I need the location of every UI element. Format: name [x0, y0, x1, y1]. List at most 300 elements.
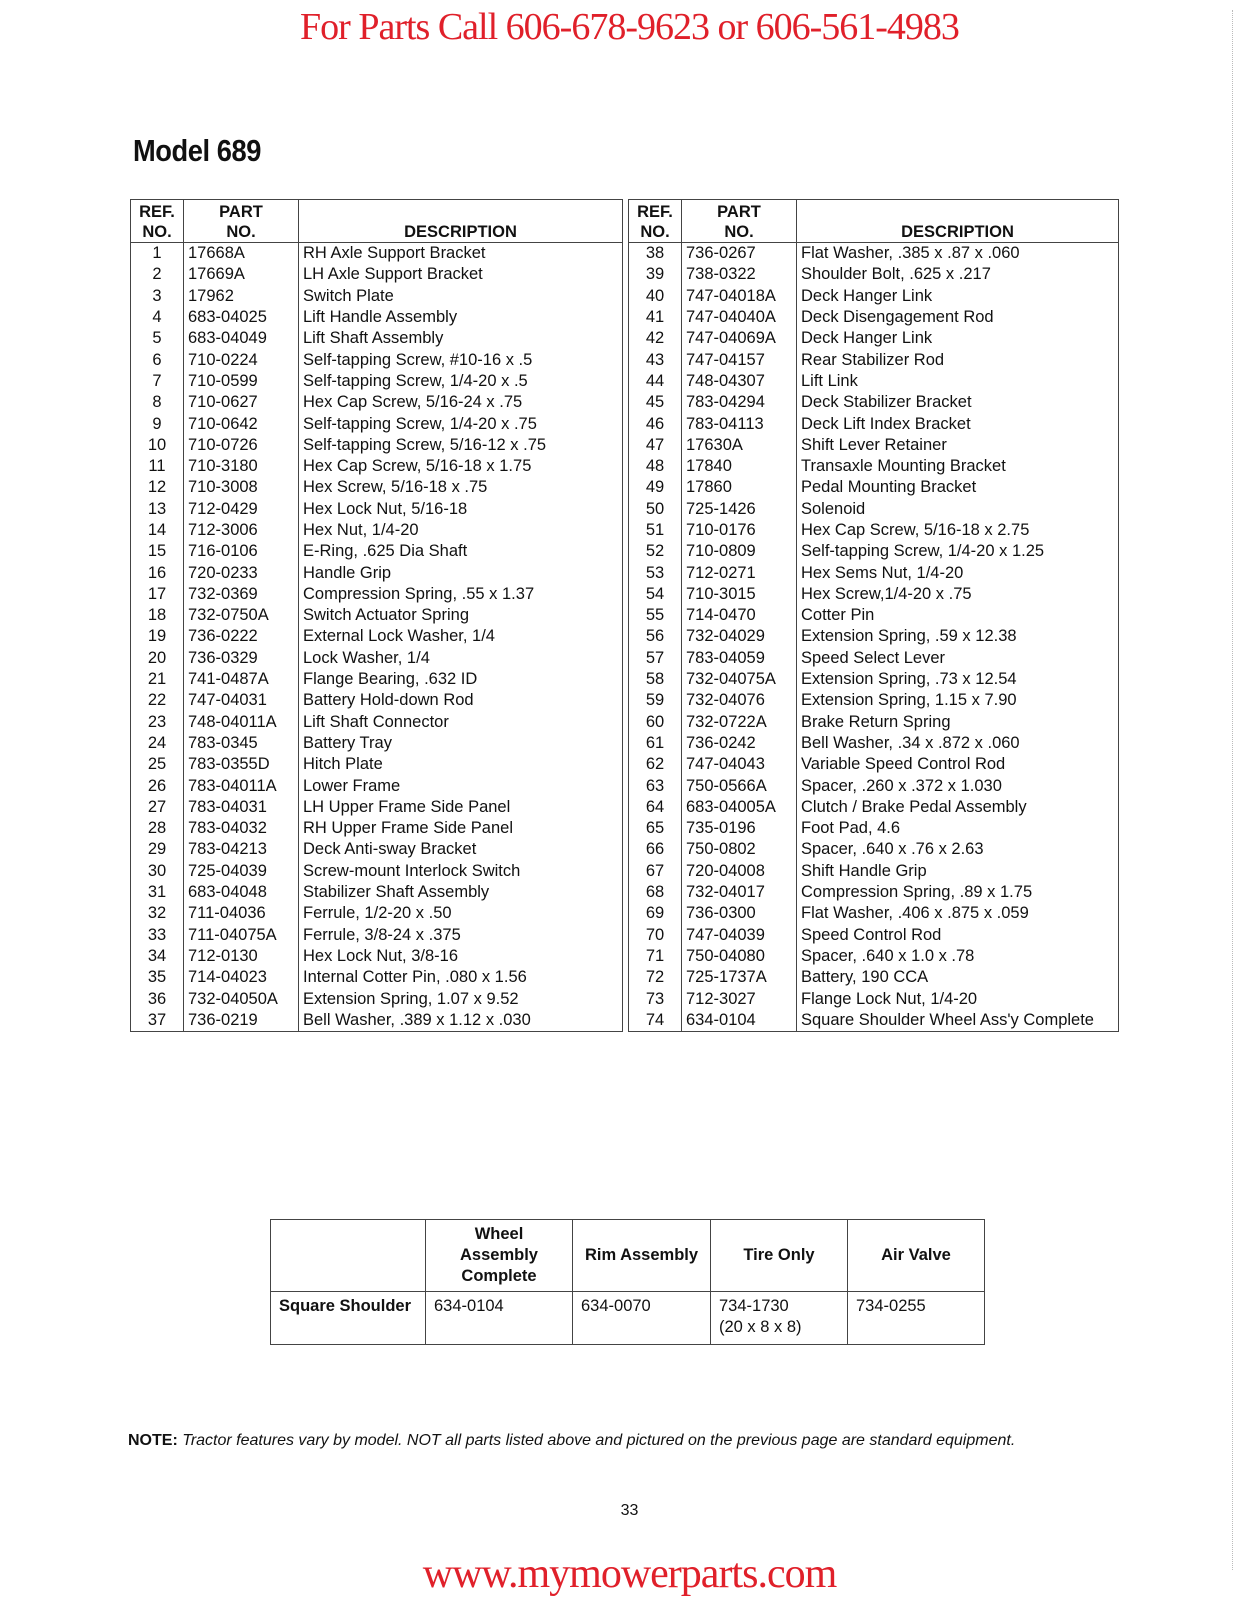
- description-cell: Self-tapping Screw, 5/16-12 x .75: [299, 435, 623, 456]
- part-no-cell: 683-04049: [184, 328, 299, 349]
- description-cell: Extension Spring, 1.15 x 7.90: [797, 690, 1119, 711]
- ref-no-cell: 6: [152, 350, 162, 369]
- description-cell: Battery Tray: [299, 733, 623, 754]
- ref-no-cell: 47: [645, 435, 665, 454]
- table-row: [131, 967, 623, 988]
- description-cell: Deck Stabilizer Bracket: [797, 392, 1119, 413]
- description-cell: Shift Lever Retainer: [797, 435, 1119, 456]
- description-cell: Extension Spring, .59 x 12.38: [797, 626, 1119, 647]
- ref-no-cell: 58: [645, 670, 665, 689]
- part-no-cell: 783-04032: [184, 818, 299, 839]
- description-header: DESCRIPTION: [299, 200, 623, 243]
- description-cell: Lift Handle Assembly: [299, 307, 623, 328]
- part-no-cell: 683-04005A: [682, 797, 797, 818]
- part-no-cell: 710-3015: [682, 584, 797, 605]
- description-cell: Flange Lock Nut, 1/4-20: [797, 988, 1119, 1009]
- description-cell: Self-tapping Screw, 1/4-20 x .5: [299, 371, 623, 392]
- description-cell: Self-tapping Screw, 1/4-20 x 1.25: [797, 541, 1119, 562]
- description-cell: Flat Washer, .406 x .875 x .059: [797, 903, 1119, 924]
- table-row: [131, 328, 623, 349]
- description-cell: Shoulder Bolt, .625 x .217: [797, 264, 1119, 285]
- parts-table-header: [629, 200, 1119, 243]
- part-no-cell: 710-0176: [682, 520, 797, 541]
- description-cell: Hex Screw,1/4-20 x .75: [797, 584, 1119, 605]
- description-cell: Flange Bearing, .632 ID: [299, 669, 623, 690]
- table-row: [629, 392, 1119, 413]
- part-no-cell: 750-0566A: [682, 775, 797, 796]
- description-cell: Square Shoulder Wheel Ass'y Complete: [797, 1010, 1119, 1032]
- table-row: [629, 371, 1119, 392]
- table-row: [131, 946, 623, 967]
- description-cell: Transaxle Mounting Bracket: [797, 456, 1119, 477]
- part-no-cell: 634-0104: [682, 1010, 797, 1032]
- description-cell: Handle Grip: [299, 562, 623, 583]
- part-no-cell: 720-0233: [184, 562, 299, 583]
- ref-no-cell: 39: [645, 265, 665, 284]
- part-no-cell: 683-04048: [184, 882, 299, 903]
- tire-only-part: 734-1730 (20 x 8 x 8): [711, 1292, 848, 1345]
- description-cell: Self-tapping Screw, 1/4-20 x .75: [299, 413, 623, 434]
- part-no-cell: 17630A: [682, 435, 797, 456]
- part-no-cell: 747-04069A: [682, 328, 797, 349]
- part-no-cell: 710-0809: [682, 541, 797, 562]
- ref-no-cell: 68: [645, 883, 665, 902]
- table-row: [629, 584, 1119, 605]
- table-row: [131, 307, 623, 328]
- ref-no-cell: 32: [147, 904, 167, 923]
- ref-no-cell: 22: [147, 691, 167, 710]
- description-cell: Shift Handle Grip: [797, 861, 1119, 882]
- part-no-cell: 711-04036: [184, 903, 299, 924]
- ref-no-cell: 50: [645, 499, 665, 518]
- part-no-cell: 710-3180: [184, 456, 299, 477]
- ref-no-cell: 4: [152, 308, 162, 327]
- page-number: 33: [620, 1502, 639, 1519]
- part-no-cell: 716-0106: [184, 541, 299, 562]
- part-no-cell: 17962: [184, 286, 299, 307]
- ref-no-cell: 33: [147, 925, 167, 944]
- ref-no-cell: 44: [645, 371, 665, 390]
- note-label: NOTE:: [128, 1432, 178, 1449]
- tire-size: (20 x 8 x 8): [719, 1318, 802, 1336]
- ref-no-cell: 46: [645, 414, 665, 433]
- part-no-cell: 747-04040A: [682, 307, 797, 328]
- ref-no-cell: 29: [147, 840, 167, 859]
- description-cell: Battery Hold-down Rod: [299, 690, 623, 711]
- table-row: [629, 967, 1119, 988]
- table-row: [629, 690, 1119, 711]
- description-cell: Deck Hanger Link: [797, 286, 1119, 307]
- part-no-cell: 732-0750A: [184, 605, 299, 626]
- ref-no-cell: 17: [147, 584, 167, 603]
- description-cell: Ferrule, 3/8-24 x .375: [299, 925, 623, 946]
- table-row: [629, 499, 1119, 520]
- part-no-cell: 712-0130: [184, 946, 299, 967]
- table-row: [131, 797, 623, 818]
- wheel-table-header: [271, 1220, 985, 1292]
- ref-no-header: REF. NO.: [629, 200, 682, 243]
- ref-no-cell: 13: [147, 499, 167, 518]
- description-cell: E-Ring, .625 Dia Shaft: [299, 541, 623, 562]
- description-cell: Foot Pad, 4.6: [797, 818, 1119, 839]
- description-cell: Spacer, .640 x .76 x 2.63: [797, 839, 1119, 860]
- description-cell: Hex Cap Screw, 5/16-18 x 2.75: [797, 520, 1119, 541]
- table-row: [131, 541, 623, 562]
- description-cell: Lower Frame: [299, 775, 623, 796]
- ref-no-cell: 62: [645, 755, 665, 774]
- description-cell: Brake Return Spring: [797, 712, 1119, 733]
- ref-no-cell: 73: [645, 989, 665, 1008]
- ref-no-cell: 34: [147, 946, 167, 965]
- table-row: [131, 605, 623, 626]
- part-no-cell: 736-0222: [184, 626, 299, 647]
- scan-edge-line: [1232, 10, 1233, 1570]
- ref-no-cell: 18: [147, 606, 167, 625]
- table-row: [131, 648, 623, 669]
- part-no-cell: 17840: [682, 456, 797, 477]
- table-row: [131, 626, 623, 647]
- description-cell: Spacer, .640 x 1.0 x .78: [797, 946, 1119, 967]
- part-no-cell: 736-0329: [184, 648, 299, 669]
- table-row: [131, 371, 623, 392]
- part-no-cell: 732-0369: [184, 584, 299, 605]
- ref-no-cell: 43: [645, 350, 665, 369]
- part-no-cell: 732-04076: [682, 690, 797, 711]
- ref-no-cell: 61: [645, 733, 665, 752]
- part-no-cell: 783-04011A: [184, 775, 299, 796]
- table-row: [629, 861, 1119, 882]
- table-row: [131, 839, 623, 860]
- table-row: [629, 946, 1119, 967]
- description-cell: Lock Washer, 1/4: [299, 648, 623, 669]
- ref-no-cell: 27: [147, 797, 167, 816]
- part-no-cell: 747-04018A: [682, 286, 797, 307]
- description-cell: Deck Disengagement Rod: [797, 307, 1119, 328]
- table-row: [131, 243, 623, 265]
- ref-no-cell: 35: [147, 968, 167, 987]
- description-cell: Extension Spring, 1.07 x 9.52: [299, 988, 623, 1009]
- ref-no-cell: 10: [147, 435, 167, 454]
- ref-no-cell: 57: [645, 648, 665, 667]
- part-no-cell: 748-04307: [682, 371, 797, 392]
- table-row: [131, 669, 623, 690]
- wheel-row-label: Square Shoulder: [271, 1292, 426, 1345]
- ref-no-cell: 9: [152, 414, 162, 433]
- description-cell: Switch Actuator Spring: [299, 605, 623, 626]
- ref-no-cell: 40: [645, 286, 665, 305]
- ref-no-cell: 28: [147, 819, 167, 838]
- part-no-cell: 747-04043: [682, 754, 797, 775]
- description-cell: Switch Plate: [299, 286, 623, 307]
- description-cell: Extension Spring, .73 x 12.54: [797, 669, 1119, 690]
- table-row: [629, 328, 1119, 349]
- ref-no-cell: 11: [148, 457, 166, 476]
- description-cell: Compression Spring, .55 x 1.37: [299, 584, 623, 605]
- ref-no-cell: 71: [645, 946, 665, 965]
- ref-no-cell: 5: [152, 329, 162, 348]
- description-cell: Lift Link: [797, 371, 1119, 392]
- ref-no-cell: 16: [147, 563, 167, 582]
- table-row: [629, 413, 1119, 434]
- header-banner: For Parts Call 606-678-9623 or 606-561-4983: [300, 6, 959, 48]
- part-no-cell: 748-04011A: [184, 712, 299, 733]
- wheel-assembly-header: Wheel Assembly Complete: [426, 1220, 573, 1292]
- table-row: [629, 733, 1119, 754]
- ref-no-cell: 25: [147, 755, 167, 774]
- ref-no-cell: 36: [147, 989, 167, 1008]
- table-row: [131, 562, 623, 583]
- table-row: [629, 648, 1119, 669]
- description-cell: Deck Anti-sway Bracket: [299, 839, 623, 860]
- ref-no-cell: 2: [152, 265, 162, 284]
- table-row: [131, 754, 623, 775]
- ref-no-cell: 42: [645, 329, 665, 348]
- table-row: [629, 562, 1119, 583]
- part-no-cell: 783-04113: [682, 413, 797, 434]
- part-no-cell: 738-0322: [682, 264, 797, 285]
- description-cell: LH Axle Support Bracket: [299, 264, 623, 285]
- table-row: [629, 712, 1119, 733]
- description-cell: Self-tapping Screw, #10-16 x .5: [299, 349, 623, 370]
- part-no-cell: 720-04008: [682, 861, 797, 882]
- part-no-cell: 710-0726: [184, 435, 299, 456]
- wheel-assembly-part: 634-0104: [426, 1292, 573, 1345]
- table-row: [131, 584, 623, 605]
- part-no-cell: 725-1426: [682, 499, 797, 520]
- description-cell: Hex Sems Nut, 1/4-20: [797, 562, 1119, 583]
- part-no-cell: 736-0219: [184, 1010, 299, 1032]
- table-row: [629, 477, 1119, 498]
- description-cell: Internal Cotter Pin, .080 x 1.56: [299, 967, 623, 988]
- part-no-header: PART NO.: [184, 200, 299, 243]
- ref-no-cell: 64: [645, 797, 665, 816]
- parts-table-left: [130, 199, 623, 1032]
- ref-no-cell: 69: [645, 904, 665, 923]
- part-no-cell: 710-0642: [184, 413, 299, 434]
- description-cell: Lift Shaft Assembly: [299, 328, 623, 349]
- part-no-cell: 750-04080: [682, 946, 797, 967]
- description-cell: Pedal Mounting Bracket: [797, 477, 1119, 498]
- description-cell: Hex Cap Screw, 5/16-24 x .75: [299, 392, 623, 413]
- part-no-cell: 747-04039: [682, 925, 797, 946]
- table-row: [629, 903, 1119, 924]
- ref-no-cell: 1: [152, 244, 162, 263]
- table-row: [629, 775, 1119, 796]
- part-no-cell: 714-0470: [682, 605, 797, 626]
- description-cell: Lift Shaft Connector: [299, 712, 623, 733]
- part-no-cell: 750-0802: [682, 839, 797, 860]
- description-cell: Hex Nut, 1/4-20: [299, 520, 623, 541]
- ref-no-cell: 55: [645, 606, 665, 625]
- ref-no-cell: 23: [147, 712, 167, 731]
- ref-no-cell: 20: [147, 648, 167, 667]
- part-no-cell: 17860: [682, 477, 797, 498]
- part-no-cell: 732-04050A: [184, 988, 299, 1009]
- table-row: [131, 456, 623, 477]
- part-no-cell: 725-1737A: [682, 967, 797, 988]
- ref-no-cell: 15: [147, 542, 167, 561]
- table-row: [629, 264, 1119, 285]
- part-no-cell: 783-0355D: [184, 754, 299, 775]
- description-cell: Hex Lock Nut, 5/16-18: [299, 499, 623, 520]
- description-cell: Bell Washer, .34 x .872 x .060: [797, 733, 1119, 754]
- part-no-cell: 710-3008: [184, 477, 299, 498]
- description-cell: Bell Washer, .389 x 1.12 x .030: [299, 1010, 623, 1032]
- description-cell: Screw-mount Interlock Switch: [299, 861, 623, 882]
- description-cell: Cotter Pin: [797, 605, 1119, 626]
- description-cell: Solenoid: [797, 499, 1119, 520]
- ref-no-cell: 37: [147, 1010, 167, 1029]
- ref-no-cell: 67: [645, 861, 665, 880]
- air-valve-header: Air Valve: [848, 1220, 985, 1292]
- ref-no-cell: 51: [645, 521, 665, 539]
- part-no-cell: 747-04157: [682, 349, 797, 370]
- description-cell: Speed Control Rod: [797, 925, 1119, 946]
- table-row: [629, 541, 1119, 562]
- part-no-cell: 714-04023: [184, 967, 299, 988]
- ref-no-cell: 24: [147, 733, 167, 752]
- ref-no-cell: 60: [645, 712, 665, 731]
- table-row: [131, 413, 623, 434]
- table-row: [629, 1010, 1119, 1032]
- part-no-cell: 783-04031: [184, 797, 299, 818]
- description-cell: External Lock Washer, 1/4: [299, 626, 623, 647]
- table-row: [131, 435, 623, 456]
- part-no-cell: 735-0196: [682, 818, 797, 839]
- parts-table-header: [131, 200, 623, 243]
- ref-no-cell: 53: [645, 563, 665, 582]
- part-no-cell: 710-0599: [184, 371, 299, 392]
- table-row: [131, 520, 623, 541]
- part-no-cell: 732-0722A: [682, 712, 797, 733]
- part-no-header: PART NO.: [682, 200, 797, 243]
- part-no-cell: 783-04059: [682, 648, 797, 669]
- part-no-cell: 710-0224: [184, 349, 299, 370]
- part-no-cell: 17669A: [184, 264, 299, 285]
- part-no-cell: 710-0627: [184, 392, 299, 413]
- ref-no-cell: 54: [645, 584, 665, 603]
- ref-no-cell: 38: [645, 244, 665, 263]
- table-row: [629, 456, 1119, 477]
- note: [128, 1432, 1015, 1450]
- part-no-cell: 712-0271: [682, 562, 797, 583]
- table-row: [131, 392, 623, 413]
- parts-table-right: [628, 199, 1119, 1032]
- description-cell: Spacer, .260 x .372 x 1.030: [797, 775, 1119, 796]
- ref-no-cell: 26: [147, 776, 167, 795]
- table-row: [629, 626, 1119, 647]
- part-no-cell: 711-04075A: [184, 925, 299, 946]
- table-row: [629, 925, 1119, 946]
- part-no-cell: 712-3027: [682, 988, 797, 1009]
- table-row: [629, 882, 1119, 903]
- tire-only-header: Tire Only: [711, 1220, 848, 1292]
- table-row: [629, 797, 1119, 818]
- part-no-cell: 736-0267: [682, 243, 797, 265]
- part-no-cell: 783-04213: [184, 839, 299, 860]
- footer-url: www.mymowerparts.com: [422, 1551, 837, 1597]
- table-row: [131, 1010, 623, 1032]
- description-cell: Clutch / Brake Pedal Assembly: [797, 797, 1119, 818]
- description-cell: LH Upper Frame Side Panel: [299, 797, 623, 818]
- table-row: [629, 818, 1119, 839]
- rim-assembly-header: Rim Assembly: [573, 1220, 711, 1292]
- part-no-cell: 736-0300: [682, 903, 797, 924]
- part-no-cell: 17668A: [184, 243, 299, 265]
- wheel-assembly-table: [270, 1219, 985, 1345]
- ref-no-cell: 8: [152, 393, 162, 412]
- part-no-cell: 783-0345: [184, 733, 299, 754]
- ref-no-cell: 41: [645, 308, 665, 327]
- description-cell: Hex Lock Nut, 3/8-16: [299, 946, 623, 967]
- ref-no-header: REF. NO.: [131, 200, 184, 243]
- ref-no-cell: 70: [645, 925, 665, 944]
- table-row: [131, 861, 623, 882]
- part-no-cell: 712-3006: [184, 520, 299, 541]
- table-row: [629, 605, 1119, 626]
- ref-no-cell: 31: [147, 883, 167, 902]
- table-row: [131, 818, 623, 839]
- part-no-cell: 736-0242: [682, 733, 797, 754]
- ref-no-cell: 45: [645, 393, 665, 412]
- table-row: [629, 839, 1119, 860]
- ref-no-cell: 48: [645, 457, 665, 476]
- part-no-cell: 732-04075A: [682, 669, 797, 690]
- description-cell: Variable Speed Control Rod: [797, 754, 1119, 775]
- rim-assembly-part: 634-0070: [573, 1292, 711, 1345]
- ref-no-cell: 65: [645, 819, 665, 838]
- table-row: [629, 435, 1119, 456]
- ref-no-cell: 56: [645, 627, 665, 646]
- ref-no-cell: 7: [152, 371, 162, 390]
- description-cell: Hex Cap Screw, 5/16-18 x 1.75: [299, 456, 623, 477]
- table-row: [629, 243, 1119, 265]
- ref-no-cell: 19: [147, 627, 167, 646]
- table-row: [629, 988, 1119, 1009]
- description-cell: Hitch Plate: [299, 754, 623, 775]
- part-no-cell: 712-0429: [184, 499, 299, 520]
- ref-no-cell: 12: [147, 478, 167, 497]
- table-row: [629, 520, 1119, 541]
- description-cell: Flat Washer, .385 x .87 x .060: [797, 243, 1119, 265]
- description-cell: Deck Hanger Link: [797, 328, 1119, 349]
- table-row: [629, 754, 1119, 775]
- model-title: Model 689: [133, 133, 261, 168]
- ref-no-cell: 21: [147, 670, 167, 689]
- table-row: [131, 882, 623, 903]
- description-cell: Stabilizer Shaft Assembly: [299, 882, 623, 903]
- description-cell: Speed Select Lever: [797, 648, 1119, 669]
- table-row: [629, 669, 1119, 690]
- description-cell: Hex Screw, 5/16-18 x .75: [299, 477, 623, 498]
- table-row: [131, 988, 623, 1009]
- description-cell: RH Upper Frame Side Panel: [299, 818, 623, 839]
- wheel-header-blank: [271, 1220, 426, 1292]
- ref-no-cell: 59: [645, 691, 665, 710]
- ref-no-cell: 3: [152, 286, 162, 305]
- ref-no-cell: 66: [645, 840, 665, 859]
- table-row: [131, 733, 623, 754]
- part-no-cell: 683-04025: [184, 307, 299, 328]
- table-row: [131, 690, 623, 711]
- ref-no-cell: 74: [645, 1010, 665, 1029]
- note-text: Tractor features vary by model. NOT all parts listed above and pictured on the previous page are standard equipment.: [182, 1432, 1016, 1449]
- part-no-cell: 732-04017: [682, 882, 797, 903]
- table-row: [131, 264, 623, 285]
- air-valve-part: 734-0255: [848, 1292, 985, 1345]
- part-no-cell: 732-04029: [682, 626, 797, 647]
- ref-no-cell: 14: [147, 521, 167, 539]
